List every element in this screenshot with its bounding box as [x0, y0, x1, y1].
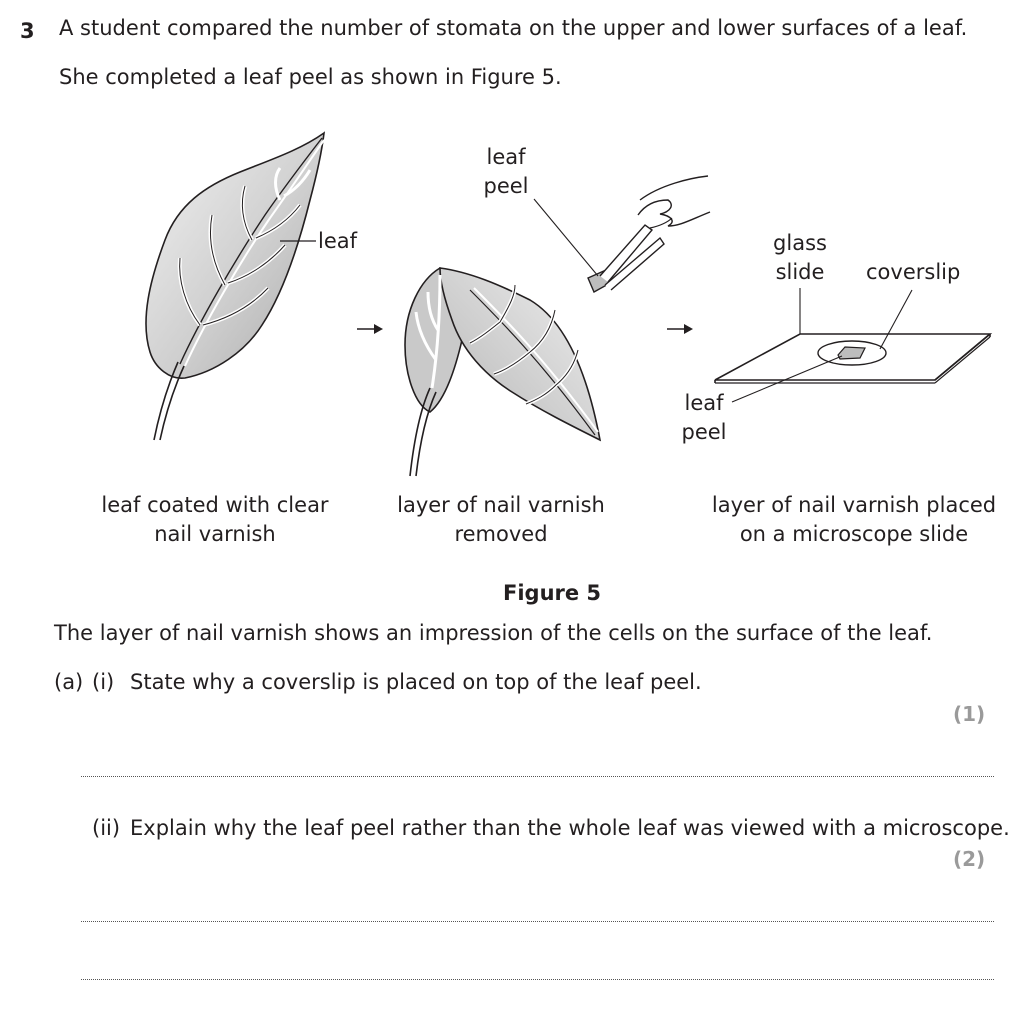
coated-leaf-drawing — [146, 133, 324, 440]
caption-step-3 — [700, 491, 1008, 549]
label-coverslip: coverslip — [866, 260, 961, 284]
caption-line: layer of nail varnish — [397, 493, 605, 517]
caption-step-1 — [90, 491, 340, 549]
caption-step-2 — [385, 491, 617, 549]
part-a-i-question: State why a coverslip is placed on top of the leaf peel. — [130, 670, 702, 694]
part-a-ii-label: (ii) — [92, 816, 121, 840]
marks-a-ii: (2) — [953, 847, 986, 871]
answer-line-a-ii-1[interactable] — [81, 921, 994, 922]
caption-line: on a microscope slide — [739, 522, 969, 546]
part-a-label: (a) — [54, 670, 84, 694]
caption-line: leaf coated with clear — [101, 493, 329, 517]
label-line: leaf — [486, 145, 526, 169]
figure-title: Figure 5 — [503, 581, 602, 605]
question-intro-2: She completed a leaf peel as shown in Figure 5. — [59, 65, 562, 89]
part-a-ii-question: Explain why the leaf peel rather than the whole leaf was viewed with a microscope. — [130, 816, 1010, 840]
caption-line: removed — [454, 522, 548, 546]
statement-text: The layer of nail varnish shows an impression of the cells on the surface of the leaf. — [54, 621, 933, 645]
caption-line: nail varnish — [154, 522, 276, 546]
label-line: leaf — [684, 391, 724, 415]
label-leaf: leaf — [318, 229, 358, 253]
label-glass-slide — [765, 229, 835, 287]
marks-a-i: (1) — [953, 702, 986, 726]
forceps-drawing — [534, 176, 710, 292]
question-intro: A student compared the number of stomata on the upper and lower surfaces of a leaf. — [59, 16, 968, 40]
answer-line-a-ii-2[interactable] — [81, 979, 994, 980]
label-line: peel — [483, 174, 529, 198]
microscope-slide-drawing — [715, 288, 990, 402]
question-number: 3 — [20, 19, 35, 43]
part-a-i-label: (i) — [92, 670, 115, 694]
caption-line: layer of nail varnish placed — [711, 493, 997, 517]
label-leaf-peel-bottom — [676, 389, 732, 447]
peeled-leaf-drawing — [405, 268, 600, 476]
label-line: peel — [681, 420, 727, 444]
arrow-icon — [667, 324, 693, 334]
label-line: glass — [773, 231, 827, 255]
label-leaf-peel-top — [476, 143, 536, 201]
arrow-icon — [357, 324, 383, 334]
label-line: slide — [775, 260, 825, 284]
answer-line-a-i[interactable] — [81, 776, 994, 777]
